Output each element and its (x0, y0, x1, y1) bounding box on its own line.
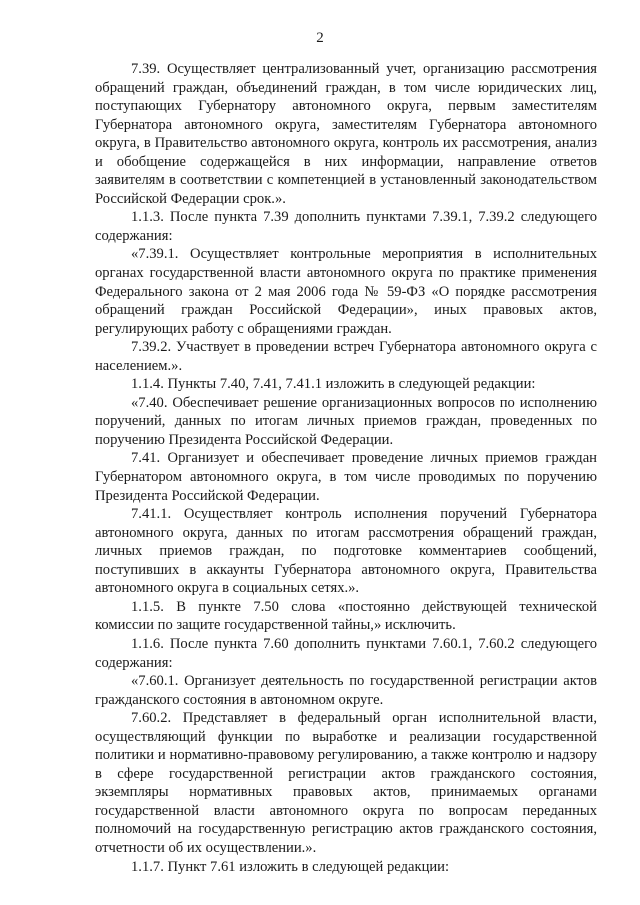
paragraph-1-1-3: 1.1.3. После пункта 7.39 дополнить пунктами 7.39.1, 7.39.2 следующего содержания: (95, 209, 597, 244)
paragraph-7-40: «7.40. Обеспечивает решение организационных вопросов по исполнению поручений, данных по итогам личных приемов граждан, проведенных по поручению Президента Российской Федерации. (95, 394, 597, 448)
paragraph-7-60-1: «7.60.1. Организует деятельность по государственной регистрации актов гражданского состояния в автономном округе. (95, 673, 597, 708)
page-number: 2 (316, 30, 324, 46)
paragraph-1-1-6: 1.1.6. После пункта 7.60 дополнить пунктами 7.60.1, 7.60.2 следующего содержания: (95, 635, 597, 671)
paragraph-7-41: 7.41. Организует и обеспечивает проведение личных приемов граждан Губернатором автономного округа, в том числе проводимых по поручению Президента Российской Федерации. (95, 450, 597, 504)
paragraph-7-39-1: «7.39.1. Осуществляет контрольные мероприятия в исполнительных органах государственной власти автономного округа по практике применения Федерального закона от 2 мая 2006 года № 59-ФЗ «О порядке рассмотрения обращений граждан Российской Федерации», иных правовых актов, регулирующих работу с обращениями граждан. (95, 246, 597, 337)
paragraph-7-60-2: 7.60.2. Представляет в федеральный орган исполнительной власти, осуществляющий функции по выработке и реализации государственной политики и нормативно-правовому регулированию, а также контролю и надзору в сфере государственной регистрации актов гражданского состояния, экземпляры нормативных правовых актов, принимаемых органами государственной власти автономного округа по вопросам переданных полномочий на государственную регистрацию актов гражданского состояния, отчетности об их осуществлении.». (95, 710, 597, 856)
paragraph-1-1-4: 1.1.4. Пункты 7.40, 7.41, 7.41.1 изложить в следующей редакции: (131, 376, 536, 393)
document-body (95, 60, 597, 876)
paragraph-7-39-2: 7.39.2. Участвует в проведении встреч Губернатора автономного округа с населением.». (95, 339, 597, 374)
paragraph-7-41-1: 7.41.1. Осуществляет контроль исполнения поручений Губернатора автономного округа, данных по итогам рассмотрения обращений граждан, личных приемов граждан, по подготовке комментариев сообщений, поступивших в аккаунты Губернатора автономного округа, Правительства автономного округа в социальных сетях.». (95, 506, 597, 597)
paragraph-7-39: 7.39. Осуществляет централизованный учет, организацию рассмотрения обращений граждан, объединений граждан, в том числе юридических лиц, поступающих Губернатору автономного округа, первым заместителям Губернатора автономного округа, заместителям Губернатора автономного округа, в Правительство автономного округа, контроль их рассмотрения, анализ и обобщение содержащейся в них информации, направление ответов заявителям в соответствии с компетенцией в установленный законодательством Российской Федерации срок.». (95, 61, 597, 207)
paragraph-1-1-7: 1.1.7. Пункт 7.61 изложить в следующей редакции: (131, 858, 450, 875)
paragraph-1-1-5: 1.1.5. В пункте 7.50 слова «постоянно действующей технической комиссии по защите государственной тайны,» исключить. (95, 598, 597, 634)
